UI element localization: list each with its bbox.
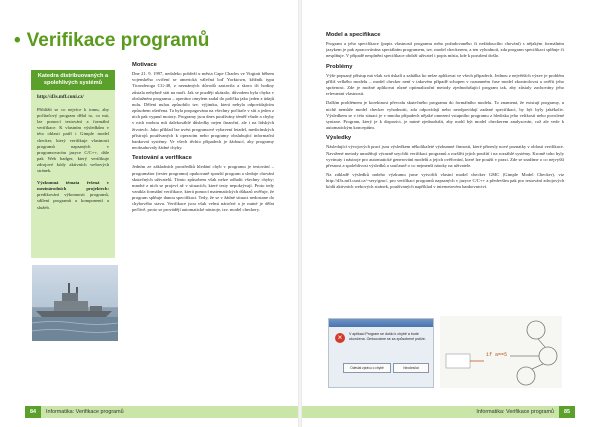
heading-motivace: Motivace — [132, 62, 157, 68]
sidebar-paragraph: Přihlížít se co nejvíce k tomu, aby počítačový program dělal to, co má, lze pomocí testování a formální verifikace. K vlastním výsledkům v této oblasti patří i Gimple model checker, který verifikuje vlastnosti programů napsaných v programovacím jazyce C/C++, dále pak Web badger, který verifikuje zdrojové kódy aktivních webových stránek. — [37, 107, 109, 174]
heading-problemy: Problémy — [326, 63, 353, 70]
text-testovani: Jedním ze základních prostředků hledání chyb v programu je testování – programátor (tester programu) opakovaně spouští program a sleduje chování skutečných uživatelů. Tímto způsobem však nelze odhalit všechny chyby; mnohé z nich se projeví až v situacích, které testy nepokrývají. Proto tedy vznikla formální verifikace, která pomocí matematických důkazů ověřuje, že program splňuje danou specifikaci. Tedy, že se v žádné situaci nedostane do chybového stavu. Verifikace jsou však velmi náročné a je nutné je dělat pečlivě, proto se provádějí automatické nástroje, tzv. model checkery. — [132, 164, 274, 213]
text-model: Program a jeho specifikace (popis vlastností programu nebo požadovaného či nežádoucího chování) s nějakým formálním jazykem je pak zpracovávána speciálním programem, tzv. model checkerem, a ten vyhodnotí, zda program specifikaci splňuje či nesplňuje. V případě nesplnění specifikace obdrží uživatel i popis místa, kde k porušení došlo. — [326, 41, 564, 59]
info-sidebar — [31, 70, 115, 258]
heading-testovani: Testování a verifikace — [132, 155, 192, 162]
dont-send-button[interactable]: Neodesílat — [393, 363, 429, 373]
sidebar-projects — [37, 180, 109, 210]
flow-diagram — [440, 316, 562, 388]
title-bullet-icon: • — [14, 30, 21, 51]
middle-column — [132, 58, 274, 393]
text-motivace: Dne 21. 9. 1997, nedaleko pobřeží u města Cape Charles ve Virginii během vojenského cvičení se americká válečná loď Yorktown, křižník typu Ticonderoga CG-48, z neznámých důvodů zastavila a skoro tři hodiny zůstala nehybně stát na moři. Jak se později ukázalo, důvodem byla chyba v obslužném programu – operátor omylem zadal do políčka jako jeden z údajů nulu. Dělení nulou způsobilo tzv. výjimku, která nebyla odpovídajícím způsobem ošetřena. Ta byla propagována na všechny počítače v síti a jeden z nich pak vypnul motory. Programy jsou dnes používány téměř všude a chyby v nich mohou mít dalekosáhlé důsledky nejen finanční, ale i na lidských životech. Jako příklad lze uvést programové vybavení letadel, medicínských přístrojů používaných k operacím nebo programy obsluhující informační bankovní systémy. Ve všech těchto případech je žádoucí, aby programy neobsahovaly žádné chyby. — [132, 71, 274, 151]
footer-right — [302, 406, 575, 418]
page-gutter — [298, 0, 302, 427]
formula-label: 1f a==5 — [486, 352, 508, 358]
heading-model: Model a specifikace — [326, 32, 381, 38]
text-problemy-2: Dalším problémem je korektnost převodu skutečného programu do formálního modelu. To znamená, že existují programy, u nichž nemůže model checker vyhodnotit, zda odpovídají nebo neodpovídají zadané specifikaci, by být byly jakékoliv. Výsledkem se v této situaci je v mnoha případech nějaké omezení vstupního programu z hlediska jeho velikosti nebo povolené syntaxe. Program, který je k dispozici, je nutné zjednodušit, aby mohl být model checkerem analyzován, což ale vede k automatickým konceptům. — [326, 100, 564, 131]
sidebar-projects-heading: Výzkumná témata řešená v mezinárodních projektech: — [37, 180, 109, 192]
footer-left — [25, 406, 298, 418]
send-report-button[interactable]: Odeslat zprávu o chybě — [343, 363, 391, 373]
page-title — [14, 30, 209, 52]
right-column — [326, 28, 564, 302]
dialog-titlebar — [329, 319, 433, 327]
sidebar-projects-text: predikování výkonnosti programů, sdílení programů a komponentí a služeb. — [37, 192, 109, 210]
warship-icon — [32, 265, 118, 341]
text-vysledky-2: Na základě výsledků našeho výzkumu jsme vytvořili vlastní model checker GMC (Gimple Model Checker), viz http://d3s.mff.cuni.cz/~sery/gmc/, pro verifikaci programů napsaných v jazyce C/C++ a především pak pro testování zdrojových kódů aktivních webových stránek, používaných například v internetovém bankovnictví. — [326, 171, 564, 190]
text-problemy-1: Výše popsaný přístup má však svá úskalí a zahálka ho nelze aplikovat ve všech případech. Jednou z největších výzev je problém příliš velkého modelu – model checker není v takovém případě schopen v rozumném čase model zkontrolovat a ověřit jeho správnost. Zde je možné aplikovat různé optimalizační metody zjednodušující program tak, aby zůstaly zachovány jeho relevantní vlastnosti. — [326, 72, 564, 97]
footer-right-text: Informatika: Verifikace programů — [476, 409, 554, 415]
footer-left-text: Informatika: Verifikace programů — [46, 409, 124, 415]
warship-photo — [32, 265, 118, 341]
text-vysledky-1: Následující vývojových prací jsou výsledkem několikaleté výzkumné činnosti, které přinesly nové poznatky v oblasti verifikace. Navržené metody umožňují výrazně urychlit verifikaci programů a rozšířit jejich použití i na rozsáhlé systémy. Kromě toho byly vyvinuty i nástroje pro automatické generování modelů a jejich ověřování, které lze použít v praxi. Zde se snažíme o co nejvyšší přesnost a spolehlivost výsledků a současně o co nejmenší nároky na uživatele. — [326, 144, 564, 168]
dialog-message: V aplikaci Program se došlo k chybě a bude ukončena. Omlouváme se za způsobené potíže. — [349, 332, 426, 341]
title-text: Verifikace programů — [26, 30, 210, 51]
error-dialog-screenshot — [328, 318, 434, 388]
sidebar-header: Katedra distribuovaných a spolehlivých systémů — [31, 70, 115, 90]
page-number-left: 84 — [25, 406, 41, 418]
error-icon: × — [335, 333, 345, 343]
heading-vysledky: Výsledky — [326, 135, 352, 142]
page-number-right: 85 — [559, 406, 575, 418]
sidebar-url[interactable]: http://d3s.mff.cuni.cz/ — [37, 95, 84, 100]
